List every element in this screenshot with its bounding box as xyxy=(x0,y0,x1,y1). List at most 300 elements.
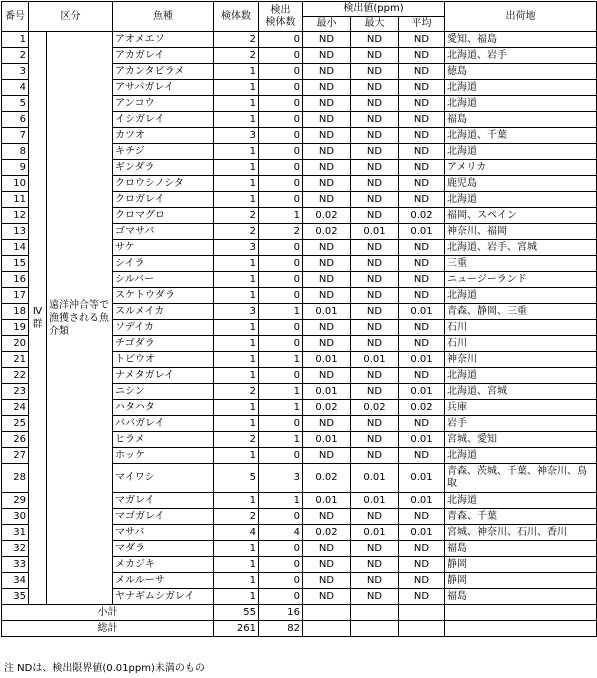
origin: 北海道 xyxy=(445,144,597,160)
fish-name: マダラ xyxy=(113,541,214,557)
origin: 北海道 xyxy=(445,288,597,304)
fish-name: スルメイカ xyxy=(113,304,214,320)
avg-value: ND xyxy=(399,48,445,64)
fish-name: クロマグロ xyxy=(113,208,214,224)
avg-value: ND xyxy=(399,128,445,144)
max-value: ND xyxy=(351,272,399,288)
origin: 石川 xyxy=(445,336,597,352)
row-number: 19 xyxy=(2,320,29,336)
sample-count: 1 xyxy=(214,557,259,573)
sample-count: 1 xyxy=(214,352,259,368)
header-detected-value: 検出値(ppm) xyxy=(303,2,445,17)
origin: 岩手 xyxy=(445,416,597,432)
origin: 北海道、岩手 xyxy=(445,48,597,64)
min-value: ND xyxy=(303,256,351,272)
detected-count: 0 xyxy=(259,541,303,557)
avg-value: 0.02 xyxy=(399,400,445,416)
fish-name: マガレイ xyxy=(113,493,214,509)
origin: アメリカ xyxy=(445,160,597,176)
sample-count: 1 xyxy=(214,368,259,384)
avg-value: ND xyxy=(399,256,445,272)
origin: 北海道 xyxy=(445,80,597,96)
avg-value: ND xyxy=(399,541,445,557)
avg-value: ND xyxy=(399,144,445,160)
origin: 福島 xyxy=(445,112,597,128)
row-number: 29 xyxy=(2,493,29,509)
total-row-origin xyxy=(445,621,597,637)
max-value: ND xyxy=(351,384,399,400)
avg-value: ND xyxy=(399,176,445,192)
row-number: 6 xyxy=(2,112,29,128)
row-number: 33 xyxy=(2,557,29,573)
subtotal-row-origin xyxy=(445,605,597,621)
detected-count: 1 xyxy=(259,400,303,416)
row-number: 10 xyxy=(2,176,29,192)
detected-count: 2 xyxy=(259,224,303,240)
row-number: 24 xyxy=(2,400,29,416)
sample-count: 2 xyxy=(214,208,259,224)
max-value: 0.01 xyxy=(351,493,399,509)
max-value: ND xyxy=(351,80,399,96)
min-value: ND xyxy=(303,80,351,96)
sample-count: 2 xyxy=(214,432,259,448)
fish-name: シルバー xyxy=(113,272,214,288)
fish-name: アサバガレイ xyxy=(113,80,214,96)
origin: 青森、静岡、三重 xyxy=(445,304,597,320)
fish-name: キチジ xyxy=(113,144,214,160)
fish-name: カツオ xyxy=(113,128,214,144)
origin: 北海道、宮城 xyxy=(445,384,597,400)
avg-value: 0.01 xyxy=(399,352,445,368)
max-value: ND xyxy=(351,64,399,80)
origin: 徳島 xyxy=(445,64,597,80)
min-value: ND xyxy=(303,144,351,160)
table-row xyxy=(2,32,597,48)
sample-count: 3 xyxy=(214,128,259,144)
sample-count: 1 xyxy=(214,320,259,336)
row-number: 15 xyxy=(2,256,29,272)
min-value: ND xyxy=(303,160,351,176)
origin: 鹿児島 xyxy=(445,176,597,192)
fish-name: マゴガレイ xyxy=(113,509,214,525)
max-value: 0.01 xyxy=(351,464,399,493)
sample-count: 1 xyxy=(214,64,259,80)
sample-count: 1 xyxy=(214,573,259,589)
max-value: ND xyxy=(351,541,399,557)
min-value: ND xyxy=(303,541,351,557)
detected-count: 0 xyxy=(259,272,303,288)
detected-count: 3 xyxy=(259,464,303,493)
fish-name: サケ xyxy=(113,240,214,256)
sample-count: 1 xyxy=(214,541,259,557)
sample-count: 1 xyxy=(214,192,259,208)
total-row-max xyxy=(351,621,399,637)
avg-value: ND xyxy=(399,288,445,304)
fish-name: イシガレイ xyxy=(113,112,214,128)
sample-count: 1 xyxy=(214,144,259,160)
avg-value: ND xyxy=(399,368,445,384)
row-number: 14 xyxy=(2,240,29,256)
fish-name: ギンダラ xyxy=(113,160,214,176)
fish-name: アンコウ xyxy=(113,96,214,112)
avg-value: ND xyxy=(399,96,445,112)
detected-count: 0 xyxy=(259,320,303,336)
fish-name: ヒラメ xyxy=(113,432,214,448)
avg-value: 0.01 xyxy=(399,493,445,509)
min-value: ND xyxy=(303,128,351,144)
min-value: ND xyxy=(303,416,351,432)
total-row-avg xyxy=(399,621,445,637)
sample-count: 1 xyxy=(214,176,259,192)
max-value: ND xyxy=(351,432,399,448)
header-count: 検体数 xyxy=(214,2,259,32)
fish-name: トビウオ xyxy=(113,352,214,368)
avg-value: ND xyxy=(399,240,445,256)
footnote: 注 NDは、検出限界値(0.01ppm)未満のもの xyxy=(4,663,205,674)
detected-count: 0 xyxy=(259,557,303,573)
min-value: ND xyxy=(303,509,351,525)
avg-value: 0.02 xyxy=(399,208,445,224)
sample-count: 1 xyxy=(214,288,259,304)
row-number: 12 xyxy=(2,208,29,224)
origin: 三重 xyxy=(445,256,597,272)
fish-name: ババガレイ xyxy=(113,416,214,432)
row-number: 25 xyxy=(2,416,29,432)
header-no: 番号 xyxy=(2,2,29,32)
fish-name: マイワシ xyxy=(113,464,214,493)
origin: ニュージーランド xyxy=(445,272,597,288)
origin: 愛知、福島 xyxy=(445,32,597,48)
sample-count: 1 xyxy=(214,589,259,605)
fish-name: ホッケ xyxy=(113,448,214,464)
avg-value: ND xyxy=(399,112,445,128)
min-value: 0.02 xyxy=(303,464,351,493)
sample-count: 3 xyxy=(214,240,259,256)
min-value: ND xyxy=(303,32,351,48)
header-fish: 魚種 xyxy=(113,2,214,32)
row-number: 32 xyxy=(2,541,29,557)
min-value: ND xyxy=(303,192,351,208)
origin: 北海道 xyxy=(445,448,597,464)
total-row-label: 総計 xyxy=(2,621,214,637)
header-kubun: 区分 xyxy=(29,2,113,32)
max-value: ND xyxy=(351,509,399,525)
origin: 北海道 xyxy=(445,368,597,384)
fish-name: ハタハタ xyxy=(113,400,214,416)
max-value: ND xyxy=(351,112,399,128)
row-number: 22 xyxy=(2,368,29,384)
subtotal-row-min xyxy=(303,605,351,621)
sample-count: 2 xyxy=(214,384,259,400)
max-value: ND xyxy=(351,288,399,304)
subtotal-row xyxy=(2,605,597,621)
sample-count: 2 xyxy=(214,48,259,64)
origin: 北海道、千葉 xyxy=(445,128,597,144)
row-number: 7 xyxy=(2,128,29,144)
subtotal-row-avg xyxy=(399,605,445,621)
min-value: ND xyxy=(303,368,351,384)
sample-count: 1 xyxy=(214,160,259,176)
avg-value: ND xyxy=(399,448,445,464)
max-value: ND xyxy=(351,304,399,320)
header-origin: 出荷地 xyxy=(445,2,597,32)
origin: 北海道 xyxy=(445,493,597,509)
row-number: 21 xyxy=(2,352,29,368)
sample-count: 1 xyxy=(214,256,259,272)
detected-count: 0 xyxy=(259,416,303,432)
detected-count: 1 xyxy=(259,493,303,509)
sample-count: 1 xyxy=(214,272,259,288)
max-value: ND xyxy=(351,256,399,272)
fish-name: ソデイカ xyxy=(113,320,214,336)
fish-name: ニシン xyxy=(113,384,214,400)
detected-count: 4 xyxy=(259,525,303,541)
detected-count: 0 xyxy=(259,80,303,96)
subtotal-row-detected: 16 xyxy=(259,605,303,621)
total-row-detected: 82 xyxy=(259,621,303,637)
origin: 静岡 xyxy=(445,573,597,589)
fish-name: シイラ xyxy=(113,256,214,272)
max-value: ND xyxy=(351,589,399,605)
max-value: ND xyxy=(351,448,399,464)
max-value: ND xyxy=(351,176,399,192)
fish-name: ナメタガレイ xyxy=(113,368,214,384)
max-value: ND xyxy=(351,240,399,256)
min-value: ND xyxy=(303,272,351,288)
avg-value: 0.01 xyxy=(399,224,445,240)
avg-value: ND xyxy=(399,573,445,589)
row-number: 17 xyxy=(2,288,29,304)
avg-value: ND xyxy=(399,589,445,605)
origin: 北海道、岩手、宮城 xyxy=(445,240,597,256)
min-value: ND xyxy=(303,240,351,256)
avg-value: ND xyxy=(399,509,445,525)
row-number: 31 xyxy=(2,525,29,541)
detected-count: 1 xyxy=(259,432,303,448)
fish-name: スケトウダラ xyxy=(113,288,214,304)
header-max: 最大 xyxy=(351,17,399,32)
avg-value: ND xyxy=(399,320,445,336)
origin: 石川 xyxy=(445,320,597,336)
fish-name: ゴマサバ xyxy=(113,224,214,240)
min-value: 0.02 xyxy=(303,400,351,416)
detected-count: 0 xyxy=(259,96,303,112)
total-row-min xyxy=(303,621,351,637)
sample-count: 1 xyxy=(214,448,259,464)
origin: 北海道 xyxy=(445,192,597,208)
row-number: 23 xyxy=(2,384,29,400)
min-value: ND xyxy=(303,336,351,352)
detected-count: 0 xyxy=(259,32,303,48)
detected-count: 0 xyxy=(259,336,303,352)
row-number: 2 xyxy=(2,48,29,64)
detected-count: 1 xyxy=(259,208,303,224)
row-number: 34 xyxy=(2,573,29,589)
fish-name: クロガレイ xyxy=(113,192,214,208)
row-number: 3 xyxy=(2,64,29,80)
fish-name: マサバ xyxy=(113,525,214,541)
origin: 北海道 xyxy=(445,96,597,112)
max-value: 0.01 xyxy=(351,525,399,541)
subtotal-row-count: 55 xyxy=(214,605,259,621)
min-value: 0.01 xyxy=(303,493,351,509)
max-value: ND xyxy=(351,144,399,160)
min-value: ND xyxy=(303,288,351,304)
sample-count: 2 xyxy=(214,32,259,48)
origin: 福島 xyxy=(445,589,597,605)
row-number: 18 xyxy=(2,304,29,320)
max-value: ND xyxy=(351,416,399,432)
max-value: ND xyxy=(351,48,399,64)
origin: 神奈川 xyxy=(445,352,597,368)
origin: 神奈川、福岡 xyxy=(445,224,597,240)
max-value: ND xyxy=(351,128,399,144)
subtotal-row-label: 小計 xyxy=(2,605,214,621)
avg-value: 0.01 xyxy=(399,464,445,493)
origin: 兵庫 xyxy=(445,400,597,416)
max-value: ND xyxy=(351,573,399,589)
origin: 静岡 xyxy=(445,557,597,573)
avg-value: ND xyxy=(399,416,445,432)
min-value: ND xyxy=(303,573,351,589)
min-value: 0.02 xyxy=(303,208,351,224)
row-number: 5 xyxy=(2,96,29,112)
fish-name: アカガレイ xyxy=(113,48,214,64)
max-value: 0.01 xyxy=(351,224,399,240)
sample-count: 1 xyxy=(214,96,259,112)
max-value: 0.01 xyxy=(351,352,399,368)
detected-count: 0 xyxy=(259,176,303,192)
max-value: ND xyxy=(351,192,399,208)
min-value: ND xyxy=(303,96,351,112)
avg-value: ND xyxy=(399,32,445,48)
subtotal-row-max xyxy=(351,605,399,621)
min-value: 0.01 xyxy=(303,304,351,320)
detected-count: 0 xyxy=(259,368,303,384)
sample-count: 2 xyxy=(214,224,259,240)
fish-name: アカンタビラメ xyxy=(113,64,214,80)
sample-count: 1 xyxy=(214,112,259,128)
origin: 宮城、愛知 xyxy=(445,432,597,448)
row-number: 13 xyxy=(2,224,29,240)
fish-name: メカジキ xyxy=(113,557,214,573)
detected-count: 0 xyxy=(259,589,303,605)
fish-name: ヤナギムシガレイ xyxy=(113,589,214,605)
total-row-count: 261 xyxy=(214,621,259,637)
header-detected: 検出 検体数 xyxy=(259,2,303,32)
avg-value: ND xyxy=(399,557,445,573)
min-value: ND xyxy=(303,64,351,80)
sample-count: 2 xyxy=(214,509,259,525)
header-row xyxy=(2,2,597,17)
avg-value: 0.01 xyxy=(399,304,445,320)
row-number: 9 xyxy=(2,160,29,176)
fish-name: クロウシノシタ xyxy=(113,176,214,192)
avg-value: ND xyxy=(399,336,445,352)
sample-count: 5 xyxy=(214,464,259,493)
detected-count: 0 xyxy=(259,160,303,176)
detected-count: 1 xyxy=(259,352,303,368)
row-number: 11 xyxy=(2,192,29,208)
min-value: 0.01 xyxy=(303,352,351,368)
header-avg: 平均 xyxy=(399,17,445,32)
max-value: ND xyxy=(351,160,399,176)
detected-count: 0 xyxy=(259,192,303,208)
avg-value: ND xyxy=(399,192,445,208)
min-value: ND xyxy=(303,112,351,128)
sample-count: 1 xyxy=(214,416,259,432)
origin: 福島 xyxy=(445,541,597,557)
fish-inspection-table xyxy=(1,1,597,637)
min-value: 0.02 xyxy=(303,525,351,541)
avg-value: 0.01 xyxy=(399,384,445,400)
row-number: 28 xyxy=(2,464,29,493)
detected-count: 0 xyxy=(259,128,303,144)
row-number: 27 xyxy=(2,448,29,464)
detected-count: 0 xyxy=(259,448,303,464)
max-value: ND xyxy=(351,208,399,224)
max-value: ND xyxy=(351,320,399,336)
fish-name: メルルーサ xyxy=(113,573,214,589)
group-label: Ⅳ群 xyxy=(29,32,47,605)
detected-count: 0 xyxy=(259,112,303,128)
sample-count: 3 xyxy=(214,304,259,320)
avg-value: ND xyxy=(399,272,445,288)
detected-count: 0 xyxy=(259,573,303,589)
detected-count: 0 xyxy=(259,256,303,272)
min-value: ND xyxy=(303,589,351,605)
detected-count: 1 xyxy=(259,384,303,400)
origin: 青森、千葉 xyxy=(445,509,597,525)
row-number: 35 xyxy=(2,589,29,605)
row-number: 1 xyxy=(2,32,29,48)
avg-value: ND xyxy=(399,160,445,176)
min-value: ND xyxy=(303,557,351,573)
row-number: 26 xyxy=(2,432,29,448)
avg-value: ND xyxy=(399,80,445,96)
sample-count: 1 xyxy=(214,493,259,509)
max-value: ND xyxy=(351,96,399,112)
max-value: ND xyxy=(351,557,399,573)
min-value: ND xyxy=(303,448,351,464)
detected-count: 0 xyxy=(259,509,303,525)
max-value: ND xyxy=(351,336,399,352)
origin: 福岡、スペイン xyxy=(445,208,597,224)
header-min: 最小 xyxy=(303,17,351,32)
fish-name: アオメエソ xyxy=(113,32,214,48)
detected-count: 0 xyxy=(259,144,303,160)
detected-count: 0 xyxy=(259,240,303,256)
detected-count: 0 xyxy=(259,64,303,80)
min-value: 0.01 xyxy=(303,384,351,400)
min-value: ND xyxy=(303,176,351,192)
detected-count: 0 xyxy=(259,288,303,304)
max-value: ND xyxy=(351,32,399,48)
avg-value: ND xyxy=(399,64,445,80)
category-label: 遠洋沖合等で漁獲される魚介類 xyxy=(47,32,113,605)
fish-name: チゴダラ xyxy=(113,336,214,352)
sample-count: 1 xyxy=(214,336,259,352)
sample-count: 1 xyxy=(214,400,259,416)
min-value: ND xyxy=(303,320,351,336)
min-value: 0.02 xyxy=(303,224,351,240)
max-value: 0.02 xyxy=(351,400,399,416)
row-number: 8 xyxy=(2,144,29,160)
min-value: 0.01 xyxy=(303,432,351,448)
avg-value: 0.01 xyxy=(399,525,445,541)
max-value: ND xyxy=(351,368,399,384)
min-value: ND xyxy=(303,48,351,64)
